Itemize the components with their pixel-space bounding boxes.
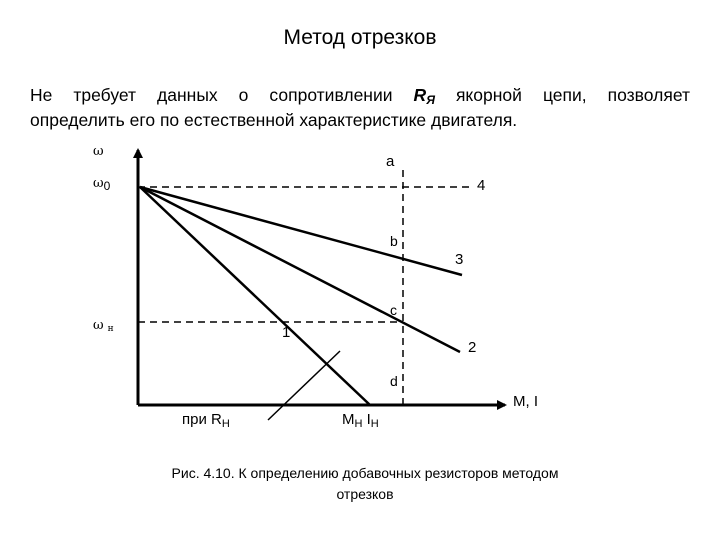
resistance-construction-line	[268, 351, 340, 420]
x-axis-label: M, I	[513, 393, 538, 410]
omega-n-symbol: ω	[93, 318, 104, 333]
figure-caption	[130, 463, 600, 505]
x-mark-current-sub: Н	[370, 418, 379, 430]
x-mark-rated-torque-current	[342, 411, 379, 430]
omega0-label	[93, 176, 111, 193]
x-mark-rated-resistance-sub: Н	[221, 418, 230, 430]
description-line-2: определить его по естественной характеристике двигателя.	[30, 110, 518, 130]
line-4-label: 4	[477, 177, 486, 194]
x-mark-current-symbol: I	[362, 411, 371, 428]
caption-line-1: Рис. 4.10. К определению добавочных резисторов методом	[171, 465, 559, 481]
line-1-label: 1	[282, 324, 291, 341]
page-title: Метод отрезков	[283, 26, 437, 49]
point-c-label: c	[390, 302, 397, 318]
omega0-subscript: 0	[103, 179, 111, 193]
point-d-label: d	[390, 373, 398, 389]
caption-line-2: отрезков	[336, 486, 394, 502]
x-mark-rated-resistance-text: при R	[182, 411, 222, 428]
y-axis-label: ω	[93, 144, 104, 159]
x-mark-rated-resistance	[182, 411, 230, 430]
natural-characteristic-line-3	[140, 187, 462, 275]
point-a-label: a	[386, 153, 395, 170]
omega0-symbol: ω	[93, 176, 104, 191]
characteristic-line-2	[140, 187, 460, 352]
description-text-end: якорной цепи, позволяет	[434, 85, 690, 105]
omega-n-label	[93, 318, 114, 334]
x-mark-torque-symbol: M	[342, 411, 355, 428]
description-text-start: Не требует данных о сопротивлении	[30, 85, 414, 105]
omega-n-subscript: н	[107, 324, 114, 334]
resistance-symbol: R	[413, 85, 427, 105]
resistance-subscript: Я	[426, 93, 435, 107]
point-b-label: b	[390, 233, 398, 249]
line-2-label: 2	[468, 339, 477, 356]
line-3-label: 3	[455, 251, 464, 268]
x-mark-torque-sub: Н	[354, 418, 363, 430]
